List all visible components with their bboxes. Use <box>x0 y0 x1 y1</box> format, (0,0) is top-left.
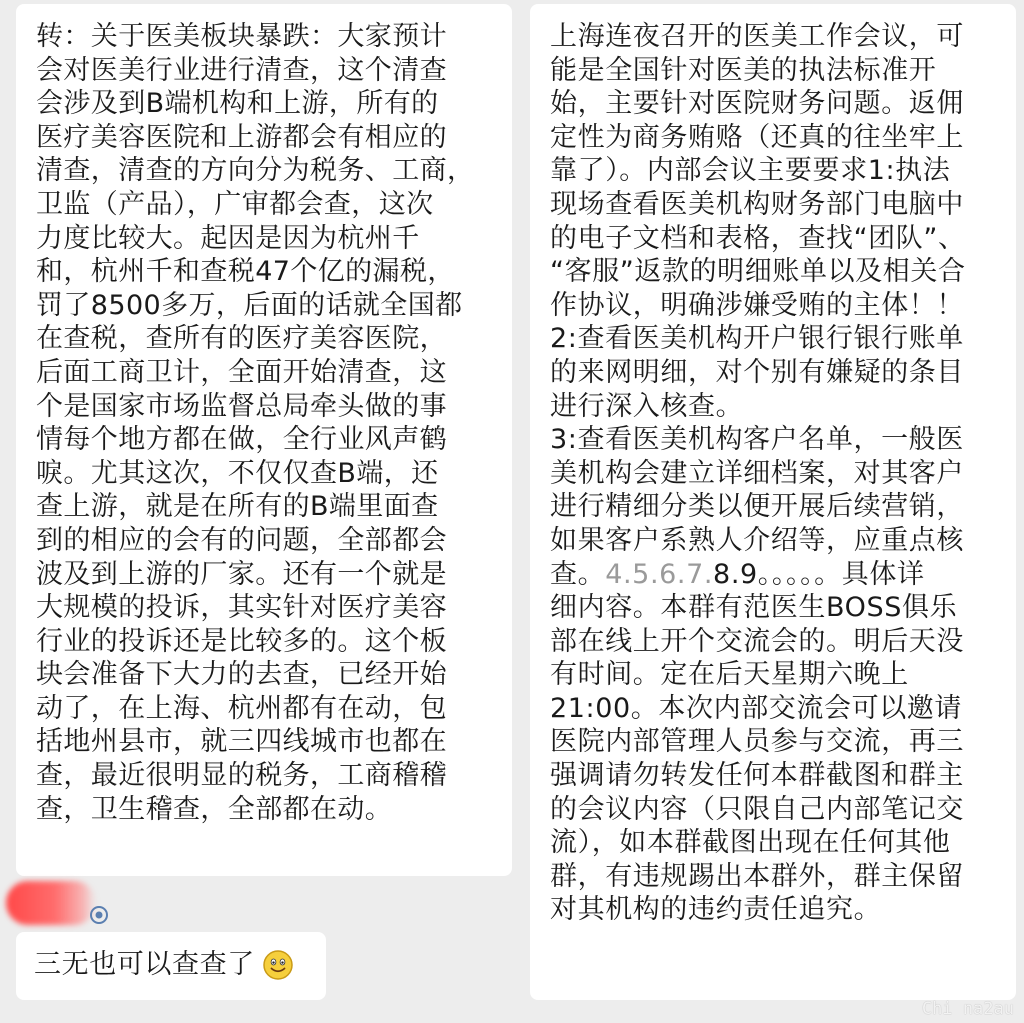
message-text-part: 8.9。。。。。具体详 细内容。本群有范医生BOSS俱乐 部在线上开个交流会的。明后天没 有时间。定在后天星期六晚上 21:00。本次内部交流会可以邀请 医院内部管理人员参与交流，再三 强调请勿转发任何本群截图和群主 的会议内容（只限自己内部笔记交 流），如本群截图出现在任何其他 群，有违规踢出本群外，群主保留 对其机构的违约责任追究。 <box>550 558 964 926</box>
message-bubble-left[interactable] <box>16 4 512 876</box>
smile-icon <box>262 949 294 981</box>
message-text <box>550 20 1016 927</box>
redacted-sender-name <box>6 881 96 925</box>
message-text: 三无也可以查查了 <box>34 949 255 980</box>
message-bubble-reply[interactable] <box>16 932 326 1000</box>
message-text: 转：关于医美板块暴跌：大家预计 会对医美行业进行清查，这个清查 会涉及到B端机构和上游，所有的 医疗美容医院和上游都会有相应的 清查，清查的方向分为税务、工商， 卫监（产品），广审都会查，这次 力度比较大。起因是因为杭州千 和，杭州千和查税47个亿的漏税， 罚了8500多万，后面的话就全国都 在查税，查所有的医疗美容医院， 后面工商卫计，全面开始清查，这 个是国家市场监督总局牵头做的事 情每个地方都在做，全行业风声鹤 唳。尤其这次，不仅仅查B端，还 查上游，就是在所有的B端里面查 到的相应的会有的问题，全部都会 波及到上游的厂家。还有一个就是 大规模的投诉，其实针对医疗美容 行业的投诉还是比较多的。这个板 块会准备下大力的去查，已经开始 动了，在上海、杭州都有在动，包 括地州县市，就三四线城市也都在 查，最近很明显的税务，工商稽稽 查，卫生稽查，全部都在动。 <box>36 21 475 825</box>
status-icon <box>88 904 110 926</box>
watermark: Chi na2au <box>921 999 1014 1019</box>
message-bubble-right[interactable] <box>530 4 1016 1000</box>
message-text-part: 上海连夜召开的医美工作会议，可 能是全国针对医美的执法标准开 始，主要针对医院财务问题。返佣 定性为商务贿赂（还真的往坐牢上 靠了）。内部会议主要要求1:执法 现场查看医美机构财务部门电脑中 的电子文档和表格，查找“团队”、 “客服”返款的明细账单以及相关合 作协议，明确涉嫌受贿的主体！！ 2:查看医美机构开户银行银行账单 的来网明细，对个别有嫌疑的条目 进行深入核查。 3:查看医美机构客户名单，一般医 美机构会建立详细档案，对其客户 进行精细分类以便开展后续营销， 如果客户系熟人介绍等，应重点核 查。 <box>550 21 966 590</box>
message-text-faint: 4.5.6.7. <box>605 558 714 590</box>
